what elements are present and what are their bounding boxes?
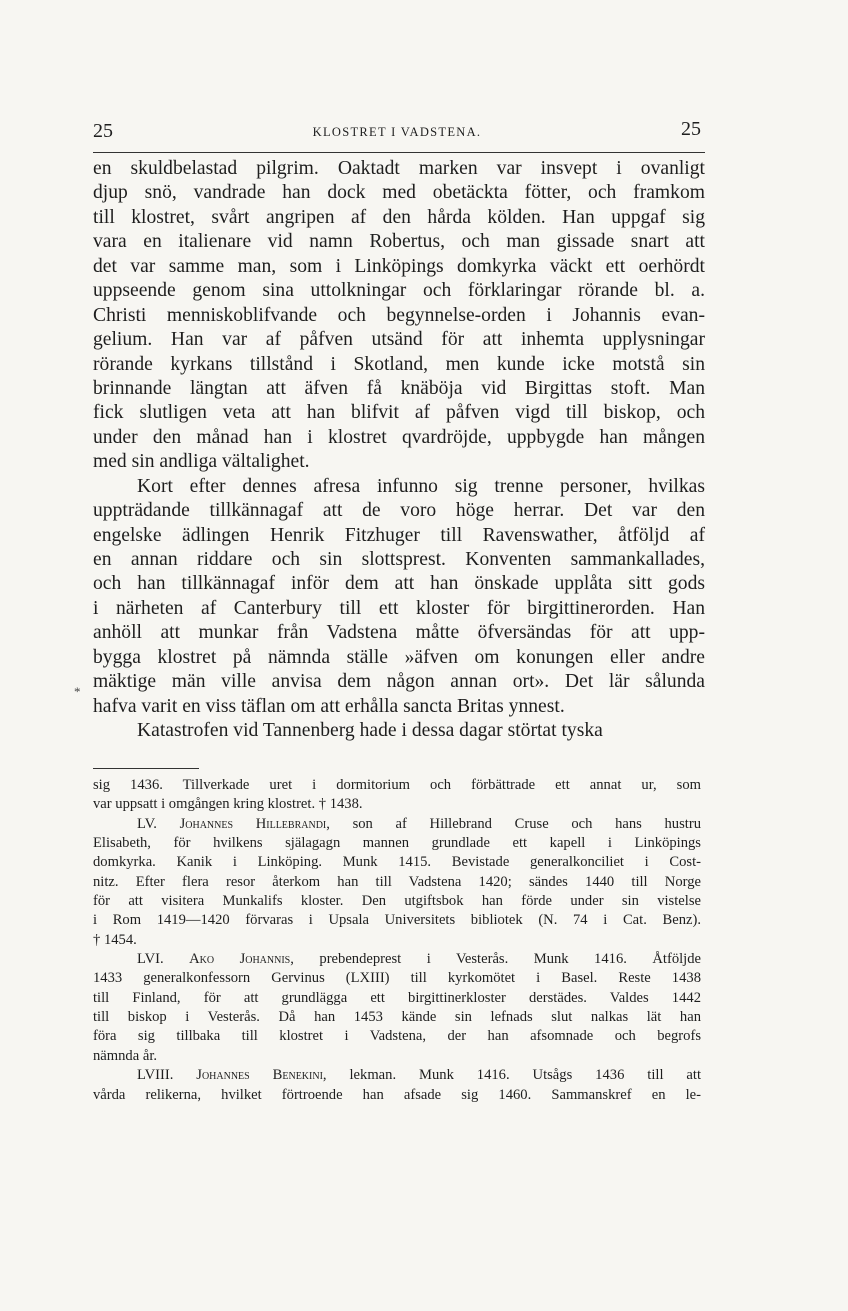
- entry-name: Ako Johannis,: [189, 951, 294, 968]
- footnote-line: sig 1436. Tillverkade uret i dormitorium och förbättrade ett annat ur, som: [93, 777, 701, 793]
- text-line: mäktige män ville anvisa dem någon annan ort». Det lär sålunda: [93, 671, 705, 693]
- text-line: det var samme man, som i Linköpings domkyrka väckt ett oerhördt: [93, 255, 705, 277]
- text-line: gelium. Han var af påfven utsänd för att inhemta upplysningar: [93, 329, 705, 351]
- page-number-left: 25: [93, 120, 113, 142]
- text-line: rörande kyrkans tillstånd i Skotland, men kunde icke motstå sin: [93, 353, 705, 375]
- footnote-rule: [93, 768, 199, 769]
- footnote-line: Elisabeth, för hvilkens själagagn mannen grundlade ett kapell i Linköpings: [93, 835, 701, 852]
- footnote-line: † 1454.: [93, 931, 137, 948]
- entry-text: lekman. Munk 1416. Utsågs 1436 till att: [349, 1067, 701, 1084]
- footnote-line: 1433 generalkonfessorn Gervinus (LXIII) till kyrkomötet i Basel. Reste 1438: [93, 970, 701, 987]
- running-title: KLOSTRET I VADSTENA.: [312, 125, 482, 139]
- text-line: i närheten af Canterbury till ett kloster för birgittinerorden. Han: [93, 597, 705, 619]
- entry-number: LV.: [137, 815, 157, 832]
- entry-text: son af Hillebrand Cruse och hans hustru: [352, 815, 701, 832]
- text-line: en annan riddare och sin slottsprest. Konventen sammankallades,: [93, 549, 705, 570]
- footnote-entry-lv: [93, 815, 701, 834]
- text-line: en skuldbelastad pilgrim. Oaktadt marken var insvept i ovanligt: [93, 158, 705, 179]
- text-line: fick slutligen veta att han blifvit af påfven vigd till biskop, och: [93, 402, 705, 424]
- entry-name: Johannes Hillebrandi,: [179, 815, 330, 832]
- footnote-line: till Finland, för att grundlägga ett birgittinerkloster derstädes. Valdes 1442: [93, 989, 701, 1006]
- text-line: bygga klostret på nämnda ställe »äfven om konungen eller andre: [93, 646, 705, 668]
- footnotes: [93, 776, 701, 1105]
- text-line: till klostret, svårt angripen af den hårda kölden. Han uppgaf sig: [93, 206, 705, 228]
- footnote-entry-lvi: [93, 950, 701, 969]
- entry-number: LVI.: [137, 951, 164, 968]
- footnote-line: i Rom 1419—1420 förvaras i Upsala Universitets bibliotek (N. 74 i Cat. Benz).: [93, 912, 701, 929]
- main-text: [93, 157, 705, 744]
- text-line: uppseende genom sina uttolkningar och förklaringar rörande bl. a.: [93, 280, 705, 302]
- text-line: och han tillkännagaf inför dem att han önskade upplåta sitt gods: [93, 573, 705, 595]
- entry-text: prebendeprest i Vesterås. Munk 1416. Åtföljde: [319, 951, 702, 968]
- page-header: [93, 118, 701, 146]
- footnote-line: domkyrka. Kanik i Linköping. Munk 1415. Bevistade generalkonciliet i Cost-: [93, 854, 701, 871]
- text-line: Christi menniskoblifvande och begynnelse-orden i Johannis evan-: [93, 304, 705, 326]
- header-rule: [93, 152, 705, 153]
- footnote-line: nitz. Efter flera resor återkom han till Vadstena 1420; sändes 1440 till Norge: [93, 873, 701, 890]
- footnote-line: vårda relikerna, hvilket förtroende han afsade sig 1460. Sammanskref en le-: [93, 1086, 701, 1103]
- footnote-entry-lviii: [93, 1066, 701, 1085]
- text-line: engelske ädlingen Henrik Fitzhuger till Ravenswather, åtföljd af: [93, 524, 705, 546]
- footnote-line: för att visitera Munkalifs kloster. Den utgiftsbok han förde under sin vistelse: [93, 893, 701, 910]
- text-line: vara en italienare vid namn Robertus, och man gissade snart att: [93, 231, 705, 253]
- footnote-line: nämnda år.: [93, 1047, 158, 1064]
- text-line: brinnande längtan att äfven få knäböja vid Birgittas stoft. Man: [93, 377, 705, 399]
- footnote-line: var uppsatt i omgången kring klostret. † 1438.: [93, 796, 363, 813]
- text-line: hafva varit en viss täflan om att erhålla sancta Britas ynnest.: [93, 695, 565, 717]
- margin-mark: *: [74, 684, 81, 699]
- entry-number: LVIII.: [137, 1067, 174, 1084]
- page-number-right: 25: [681, 118, 701, 140]
- text-line: Katastrofen vid Tannenberg hade i dessa dagar störtat tyska: [137, 720, 603, 742]
- text-line: med sin andliga vältalighet.: [93, 451, 310, 473]
- footnote-line: föra sig tillbaka till klostret i Vadstena, der han afsomnade och begrofs: [93, 1028, 701, 1045]
- text-line: under den månad han i klostret qvardröjde, uppbygde han mången: [93, 426, 705, 448]
- text-line: djup snö, vandrade han dock med obetäckta fötter, och framkom: [93, 182, 705, 204]
- footnote-line: till biskop i Vesterås. Då han 1453 kände sin lefnads slut nalkas lät han: [93, 1009, 701, 1026]
- text-line: anhöll att munkar från Vadstena måtte öfversändas för att upp-: [93, 622, 705, 644]
- text-line: uppträdande tillkännagaf att de voro höge herrar. Det var den: [93, 500, 705, 522]
- entry-name: Johannes Benekini,: [196, 1067, 327, 1084]
- text-line: Kort efter dennes afresa infunno sig trenne personer, hvilkas: [137, 475, 705, 497]
